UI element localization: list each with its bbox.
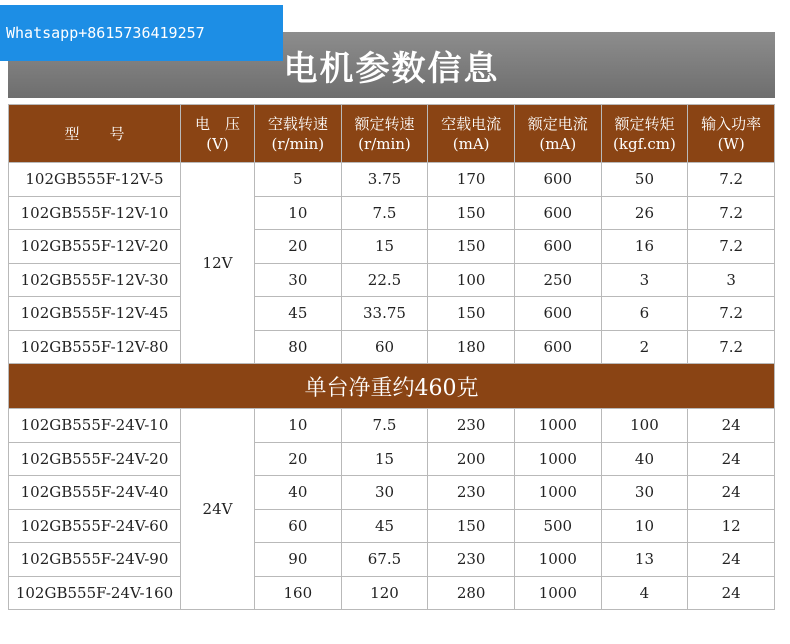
value-cell: 2	[601, 330, 688, 364]
value-cell: 22.5	[341, 263, 428, 297]
table-row	[9, 576, 775, 610]
value-cell: 4	[601, 576, 688, 610]
header-label: 额定电流	[527, 114, 588, 133]
header-cell	[255, 105, 342, 163]
value-cell: 67.5	[341, 543, 428, 577]
value-cell: 10	[601, 509, 688, 543]
header-cell	[688, 105, 775, 163]
table-body	[9, 163, 775, 610]
value-cell: 24	[688, 576, 775, 610]
model-cell: 102GB555F-24V-60	[9, 509, 181, 543]
header-unit: (r/min)	[358, 134, 411, 153]
value-cell: 5	[255, 163, 342, 197]
value-cell: 3	[601, 263, 688, 297]
value-cell: 7.2	[688, 196, 775, 230]
value-cell: 150	[428, 196, 515, 230]
value-cell: 1000	[514, 576, 601, 610]
value-cell: 150	[428, 230, 515, 264]
table-row	[9, 163, 775, 197]
value-cell: 30	[341, 476, 428, 510]
value-cell: 12	[688, 509, 775, 543]
value-cell: 1000	[514, 442, 601, 476]
value-cell: 10	[255, 196, 342, 230]
header-unit: (W)	[717, 134, 745, 153]
value-cell: 600	[514, 196, 601, 230]
header-cell	[514, 105, 601, 163]
header-unit: (mA)	[539, 134, 577, 153]
header-cell	[181, 105, 255, 163]
table-row	[9, 263, 775, 297]
value-cell: 20	[255, 230, 342, 264]
value-cell: 100	[601, 409, 688, 443]
header-label: 额定转速	[354, 114, 415, 133]
value-cell: 250	[514, 263, 601, 297]
value-cell: 1000	[514, 476, 601, 510]
value-cell: 600	[514, 230, 601, 264]
header-cell	[601, 105, 688, 163]
header-label: 输入功率	[701, 114, 762, 133]
value-cell: 60	[255, 509, 342, 543]
value-cell: 230	[428, 543, 515, 577]
voltage-cell: 12V	[181, 163, 255, 364]
model-cell: 102GB555F-12V-30	[9, 263, 181, 297]
voltage-cell: 24V	[181, 409, 255, 610]
table-header-row	[9, 105, 775, 163]
table-row	[9, 543, 775, 577]
model-cell: 102GB555F-12V-45	[9, 297, 181, 331]
value-cell: 45	[255, 297, 342, 331]
value-cell: 7.2	[688, 297, 775, 331]
value-cell: 15	[341, 442, 428, 476]
header-cell	[428, 105, 515, 163]
table-row	[9, 409, 775, 443]
header-label: 额定转矩	[614, 114, 675, 133]
value-cell: 1000	[514, 543, 601, 577]
model-cell: 102GB555F-24V-90	[9, 543, 181, 577]
value-cell: 200	[428, 442, 515, 476]
value-cell: 24	[688, 476, 775, 510]
value-cell: 180	[428, 330, 515, 364]
value-cell: 120	[341, 576, 428, 610]
table-row	[9, 330, 775, 364]
model-cell: 102GB555F-12V-80	[9, 330, 181, 364]
value-cell: 230	[428, 476, 515, 510]
model-cell: 102GB555F-24V-20	[9, 442, 181, 476]
value-cell: 3	[688, 263, 775, 297]
value-cell: 3.75	[341, 163, 428, 197]
value-cell: 16	[601, 230, 688, 264]
value-cell: 600	[514, 163, 601, 197]
value-cell: 7.2	[688, 330, 775, 364]
model-cell: 102GB555F-24V-160	[9, 576, 181, 610]
model-cell: 102GB555F-12V-10	[9, 196, 181, 230]
table-row	[9, 509, 775, 543]
watermark-label: Whatsapp+8615736419257	[0, 5, 283, 61]
value-cell: 150	[428, 509, 515, 543]
value-cell: 40	[255, 476, 342, 510]
model-cell: 102GB555F-24V-40	[9, 476, 181, 510]
value-cell: 170	[428, 163, 515, 197]
value-cell: 30	[601, 476, 688, 510]
value-cell: 600	[514, 297, 601, 331]
header-label: 型 号	[64, 124, 125, 143]
value-cell: 80	[255, 330, 342, 364]
spec-table	[8, 104, 775, 610]
value-cell: 600	[514, 330, 601, 364]
model-cell: 102GB555F-12V-20	[9, 230, 181, 264]
value-cell: 90	[255, 543, 342, 577]
value-cell: 24	[688, 409, 775, 443]
value-cell: 15	[341, 230, 428, 264]
value-cell: 7.2	[688, 230, 775, 264]
header-unit: (mA)	[452, 134, 490, 153]
value-cell: 1000	[514, 409, 601, 443]
header-unit: (kgf.cm)	[613, 134, 676, 153]
value-cell: 100	[428, 263, 515, 297]
value-cell: 30	[255, 263, 342, 297]
header-cell	[341, 105, 428, 163]
value-cell: 10	[255, 409, 342, 443]
header-label: 电 压	[194, 114, 240, 133]
header-unit: (V)	[206, 134, 229, 153]
model-cell: 102GB555F-12V-5	[9, 163, 181, 197]
header-cell	[9, 105, 181, 163]
weight-separator-row	[9, 364, 775, 409]
value-cell: 24	[688, 543, 775, 577]
value-cell: 26	[601, 196, 688, 230]
table-row	[9, 297, 775, 331]
value-cell: 7.2	[688, 163, 775, 197]
value-cell: 40	[601, 442, 688, 476]
header-label: 空载电流	[441, 114, 502, 133]
table-row	[9, 442, 775, 476]
weight-note: 单台净重约460克	[9, 364, 775, 409]
value-cell: 45	[341, 509, 428, 543]
value-cell: 160	[255, 576, 342, 610]
value-cell: 7.5	[341, 409, 428, 443]
model-cell: 102GB555F-24V-10	[9, 409, 181, 443]
table-row	[9, 476, 775, 510]
header-label: 空载转速	[267, 114, 328, 133]
value-cell: 20	[255, 442, 342, 476]
value-cell: 150	[428, 297, 515, 331]
value-cell: 24	[688, 442, 775, 476]
value-cell: 230	[428, 409, 515, 443]
value-cell: 280	[428, 576, 515, 610]
value-cell: 6	[601, 297, 688, 331]
value-cell: 13	[601, 543, 688, 577]
table-row	[9, 230, 775, 264]
value-cell: 33.75	[341, 297, 428, 331]
value-cell: 500	[514, 509, 601, 543]
header-unit: (r/min)	[271, 134, 325, 153]
table-row	[9, 196, 775, 230]
value-cell: 50	[601, 163, 688, 197]
value-cell: 60	[341, 330, 428, 364]
value-cell: 7.5	[341, 196, 428, 230]
page-title: 电机参数信息	[8, 32, 775, 98]
